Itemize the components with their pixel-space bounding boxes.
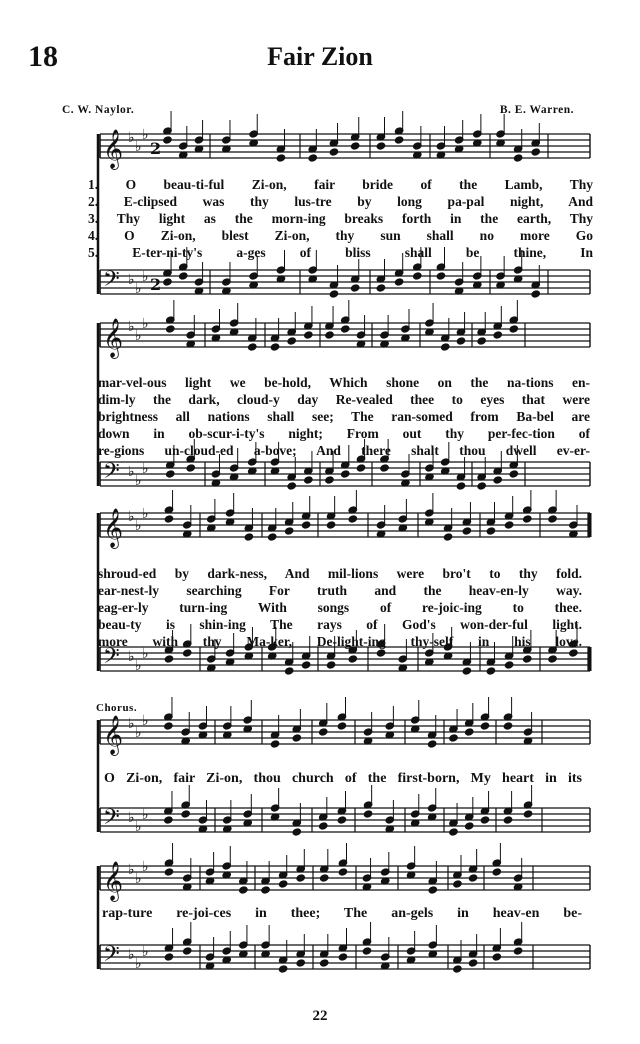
lyrics-system-3 — [98, 565, 582, 650]
svg-text:♭: ♭ — [142, 127, 149, 143]
svg-text:𝄞: 𝄞 — [103, 129, 124, 169]
hymn-number: 18 — [28, 40, 58, 73]
lyric-line: 4. O Zi-on, blest Zi-on, thy sun shall no more Go — [88, 228, 593, 243]
svg-text:♭: ♭ — [142, 859, 149, 875]
lyrics-system-2 — [98, 374, 590, 459]
svg-text:♭: ♭ — [142, 944, 149, 960]
chorus-label: Chorus. — [96, 702, 138, 714]
svg-text:♭: ♭ — [128, 464, 135, 480]
chorus-lyric-line: rap-ture re-joi-ces in thee; The an-gels in heav-en be- — [102, 906, 582, 921]
lyric-line: ear-nest-ly searching For truth and the heav-en-ly way. — [98, 583, 582, 598]
svg-text:♭: ♭ — [128, 947, 135, 963]
svg-text:𝄞: 𝄞 — [103, 861, 124, 901]
svg-text:♭: ♭ — [135, 819, 142, 835]
svg-text:♭: ♭ — [142, 807, 149, 823]
lyric-line: brightness all nations shall see; The ran-somed from Ba-bel are — [98, 409, 590, 424]
lyric-line: re-gions un-cloud-ed a-bove; And there shalt thou dwell ev-er- — [98, 443, 590, 458]
svg-text:𝄢: 𝄢 — [103, 644, 120, 674]
chorus-lyric-line: O Zi-on, fair Zi-on, thou church of the first-born, My heart in its — [104, 771, 582, 786]
svg-text:♭: ♭ — [135, 956, 142, 972]
svg-text:♭: ♭ — [135, 139, 142, 155]
svg-text:♭: ♭ — [128, 810, 135, 826]
svg-text:♭: ♭ — [135, 658, 142, 674]
lyric-line: eag-er-ly turn-ing With songs of re-joic-ing to thee. — [98, 600, 582, 615]
lyric-line: 3. Thy light as the morn-ing breaks forth in the earth, Thy — [88, 211, 593, 226]
svg-text:𝄞: 𝄞 — [103, 508, 124, 548]
svg-text:♭: ♭ — [135, 281, 142, 297]
svg-text:♭: ♭ — [142, 269, 149, 285]
lyricist-credit: C. W. Naylor. — [62, 104, 135, 116]
svg-text:♭: ♭ — [135, 871, 142, 887]
page-number: 22 — [312, 1008, 328, 1024]
svg-text:♭: ♭ — [135, 518, 142, 534]
svg-text:♭: ♭ — [135, 725, 142, 741]
lyric-line: dim-ly the dark, cloud-y day Re-vealed thee to eyes that were — [98, 392, 590, 407]
lyric-line: beau-ty is shin-ing The rays of God's won-der-ful light. — [98, 617, 582, 632]
svg-text:𝄢: 𝄢 — [103, 459, 120, 489]
svg-text:𝄢: 𝄢 — [103, 267, 120, 297]
svg-text:𝄢: 𝄢 — [103, 942, 120, 972]
svg-text:𝄞: 𝄞 — [103, 715, 124, 755]
svg-text:♭: ♭ — [142, 646, 149, 662]
svg-text:♭: ♭ — [128, 319, 135, 335]
svg-text:𝄞: 𝄞 — [103, 318, 124, 358]
svg-text:♭: ♭ — [142, 316, 149, 332]
lyric-line: 2. E-clipsed was thy lus-tre by long pa-pal night, And — [88, 194, 593, 209]
svg-text:♭: ♭ — [128, 272, 135, 288]
svg-text:♭: ♭ — [135, 328, 142, 344]
svg-text:♭: ♭ — [142, 713, 149, 729]
svg-text:2: 2 — [150, 139, 162, 158]
svg-text:𝄢: 𝄢 — [103, 805, 120, 835]
lyric-line: mar-vel-ous light we be-hold, Which shone on the na-tions en- — [98, 375, 590, 390]
lyric-line: down in ob-scur-i-ty's night; From out thy per-fec-tion of — [98, 426, 590, 441]
svg-text:♭: ♭ — [128, 649, 135, 665]
lyric-line: 5. E-ter-ni-ty's a-ges of bliss shall be thine, In — [88, 245, 593, 260]
svg-text:♭: ♭ — [142, 461, 149, 477]
svg-text:♭: ♭ — [128, 130, 135, 146]
lyrics-system-1 — [88, 176, 593, 261]
svg-text:♭: ♭ — [128, 862, 135, 878]
svg-text:♭: ♭ — [128, 509, 135, 525]
composer-credit: B. E. Warren. — [499, 104, 574, 116]
lyric-line: more with thy Ma-ker, De-light-ing thy-self in his love. — [98, 634, 582, 649]
svg-text:2: 2 — [150, 275, 162, 294]
svg-text:♭: ♭ — [142, 506, 149, 522]
svg-text:♭: ♭ — [128, 716, 135, 732]
lyric-line: 1. O beau-ti-ful Zi-on, fair bride of the Lamb, Thy — [88, 177, 593, 192]
lyric-line: shroud-ed by dark-ness, And mil-lions were bro't to thy fold. — [98, 566, 582, 581]
svg-text:♭: ♭ — [135, 473, 142, 489]
hymn-title: Fair Zion — [267, 42, 373, 71]
